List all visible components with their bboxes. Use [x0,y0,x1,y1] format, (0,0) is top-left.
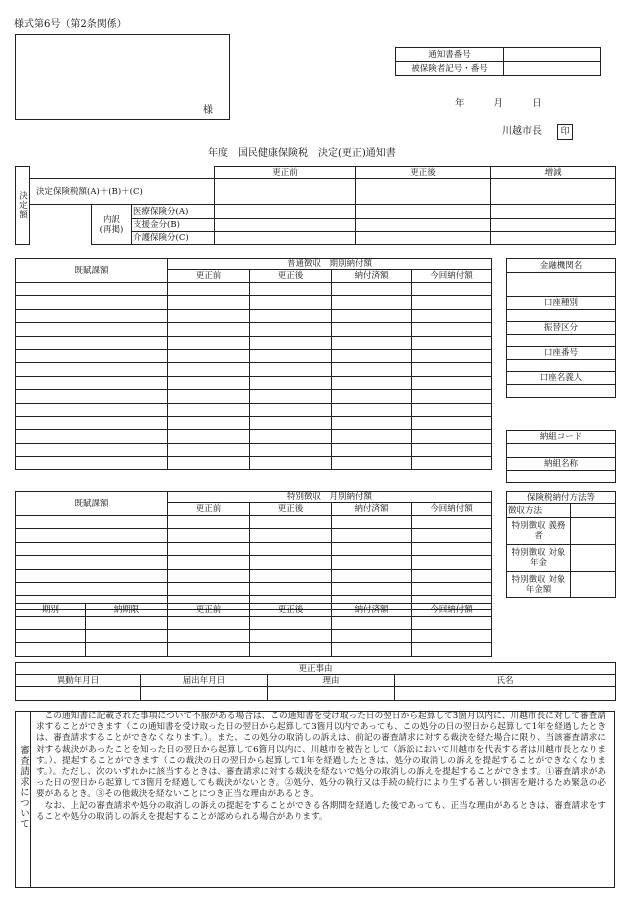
special-col: 更正後 [250,503,332,516]
entry-cell[interactable] [412,542,492,555]
entry-cell[interactable] [412,643,492,656]
ordinary-col: 納付済額 [332,270,412,283]
notice-info-table [395,47,601,76]
special-col: 更正前 [168,503,250,516]
entry-cell[interactable] [250,643,332,656]
entry-cell[interactable] [332,430,412,443]
entry-cell[interactable] [250,376,332,389]
entry-cell[interactable] [412,457,492,470]
entry-cell[interactable] [16,416,168,429]
entry-cell[interactable] [412,403,492,416]
entry-cell[interactable] [332,323,412,336]
period-col: 今回納付額 [412,604,492,617]
entry-cell[interactable] [16,529,168,542]
code-label: 納組名称 [507,458,616,471]
entry-cell[interactable] [332,390,412,403]
ordinary-group-header: 普通徴収 期別納付額 [168,259,492,270]
entry-cell[interactable] [168,309,250,322]
period-col: 納期限 [86,604,168,617]
address-box [15,34,230,120]
decision-header: 増減 [491,167,616,179]
entry-cell[interactable] [332,643,412,656]
entry-cell[interactable] [16,457,168,470]
entry-cell[interactable] [168,296,250,309]
entry-cell[interactable] [250,283,332,296]
entry-cell[interactable] [168,363,250,376]
special-collection-table [15,491,492,610]
entry-cell[interactable] [250,363,332,376]
entry-cell[interactable] [168,430,250,443]
period-table [15,603,492,657]
entry-cell[interactable] [168,336,250,349]
entry-cell[interactable] [332,296,412,309]
entry-cell[interactable] [412,630,492,643]
bank-label: 口座種別 [507,297,616,310]
entry-cell[interactable] [412,617,492,630]
entry-cell[interactable] [332,516,412,529]
entry-cell[interactable] [332,457,412,470]
entry-cell[interactable] [168,416,250,429]
entry-cell[interactable] [412,296,492,309]
entry-cell[interactable] [250,416,332,429]
entry-cell[interactable] [16,309,168,322]
entry-cell[interactable] [16,296,168,309]
entry-cell[interactable] [412,363,492,376]
sama-label: 様 [203,105,213,116]
entry-cell[interactable] [250,516,332,529]
entry-cell[interactable] [250,403,332,416]
ordinary-col: 更正前 [168,270,250,283]
entry-cell[interactable] [412,443,492,456]
method-row: 徴収方法 [507,504,571,518]
decision-side-label: 決定額 [16,167,30,245]
entry-cell[interactable] [412,556,492,569]
entry-cell[interactable] [168,542,250,555]
entry-cell[interactable] [250,582,332,595]
entry-cell[interactable] [16,363,168,376]
entry-cell[interactable] [250,323,332,336]
entry-cell[interactable] [16,430,168,443]
period-col: 更正後 [250,604,332,617]
entry-cell[interactable] [250,630,332,643]
entry-cell[interactable] [332,283,412,296]
entry-cell[interactable] [332,529,412,542]
entry-cell[interactable] [168,323,250,336]
bank-label: 口座番号 [507,347,616,360]
notice-no-label: 通知書番号 [396,48,504,62]
entry-cell[interactable] [168,283,250,296]
entry-cell[interactable] [168,630,250,643]
reason-table [15,662,616,701]
entry-cell[interactable] [16,569,168,582]
bank-label: 振替区分 [507,322,616,335]
insured-no-value[interactable] [504,62,601,76]
entry-cell[interactable] [250,529,332,542]
entry-cell[interactable] [16,516,168,529]
entry-cell[interactable] [412,529,492,542]
entry-cell[interactable] [332,416,412,429]
entry-cell[interactable] [168,376,250,389]
entry-cell[interactable] [168,569,250,582]
entry-cell[interactable] [250,569,332,582]
official-seal: 印 [557,124,573,140]
entry-cell[interactable] [86,617,168,630]
entry-cell[interactable] [412,390,492,403]
entry-cell[interactable] [412,309,492,322]
date-year: 年 [455,98,465,109]
date-line [455,95,542,109]
reason-col: 氏名 [395,675,616,687]
entry-cell[interactable] [86,643,168,656]
entry-cell[interactable] [16,617,86,630]
period-col: 期別 [16,604,86,617]
entry-cell[interactable] [250,336,332,349]
bank-info-table [506,258,616,398]
appeal-side-label: 審査請求について [18,745,29,829]
entry-cell[interactable] [412,569,492,582]
entry-cell[interactable] [16,443,168,456]
insured-no-label: 被保険者記号・番号 [396,62,504,76]
entry-cell[interactable] [250,556,332,569]
bank-label: 口座名義人 [507,372,616,385]
period-col: 更正前 [168,604,250,617]
entry-cell[interactable] [332,617,412,630]
page-title: 年度 国民健康保険税 決定(更正)通知書 [208,148,396,159]
entry-cell[interactable] [250,542,332,555]
entry-cell[interactable] [16,542,168,555]
method-row: 特別徴収 対象年金額 [507,572,571,598]
ordinary-collection-table [15,258,492,470]
entry-cell[interactable] [16,336,168,349]
entry-cell[interactable] [332,363,412,376]
entry-cell[interactable] [250,296,332,309]
entry-cell[interactable] [250,309,332,322]
entry-cell[interactable] [168,390,250,403]
reason-col: 届出年月日 [141,675,268,687]
issuer [502,122,573,140]
breakdown-label: 内訳 (再掲) [92,205,132,245]
entry-cell[interactable] [332,376,412,389]
entry-cell[interactable] [250,430,332,443]
payment-method-table [506,491,616,598]
entry-cell[interactable] [332,569,412,582]
entry-cell[interactable] [250,349,332,362]
bank-label: 金融機関名 [507,259,616,273]
reason-col: 理由 [268,675,395,687]
decision-header: 更正前 [215,167,356,179]
entry-cell[interactable] [332,403,412,416]
entry-cell[interactable] [332,309,412,322]
entry-cell[interactable] [332,582,412,595]
entry-cell[interactable] [168,457,250,470]
appeal-paragraph-2: なお、上記の審査請求や処分の取消しの訴えの提起をすることができる各期間を経過した後であっても、正当な理由があるときは、審査請求をすることや処分の取消しの訴えを提起することが認められる場合があります。 [36,800,606,822]
bank-code-table [506,430,616,483]
entry-cell[interactable] [168,643,250,656]
entry-cell[interactable] [412,416,492,429]
special-left-header: 既賦課額 [16,492,168,516]
decision-header: 更正後 [356,167,491,179]
entry-cell[interactable] [250,390,332,403]
entry-cell[interactable] [332,630,412,643]
item-care: 介護保険分(C) [132,232,215,245]
item-support: 支援金分(B) [132,219,215,232]
ordinary-col: 今回納付額 [412,270,492,283]
entry-cell[interactable] [412,376,492,389]
entry-cell[interactable] [332,443,412,456]
reason-col: 異動年月日 [16,675,141,687]
entry-cell[interactable] [332,542,412,555]
item-medical: 医療保険分(A) [132,205,215,219]
special-col: 納付済額 [332,503,412,516]
code-label: 納組コード [507,431,616,444]
notice-no-value[interactable] [504,48,601,62]
entry-cell[interactable] [168,443,250,456]
entry-cell[interactable] [16,556,168,569]
method-row: 特別徴収 対象年金 [507,545,571,572]
entry-cell[interactable] [250,617,332,630]
entry-cell[interactable] [16,582,168,595]
entry-cell[interactable] [250,443,332,456]
entry-cell[interactable] [168,617,250,630]
entry-cell[interactable] [168,403,250,416]
entry-cell[interactable] [412,430,492,443]
entry-cell[interactable] [16,323,168,336]
entry-cell[interactable] [412,516,492,529]
entry-cell[interactable] [332,556,412,569]
entry-cell[interactable] [412,323,492,336]
entry-cell[interactable] [332,336,412,349]
date-month: 月 [493,98,504,109]
ordinary-left-header: 既賦課額 [16,259,168,283]
issuer-name: 川越市長 [502,126,542,137]
entry-cell[interactable] [16,643,86,656]
entry-cell[interactable] [168,582,250,595]
date-day: 日 [532,98,542,109]
entry-cell[interactable] [412,283,492,296]
entry-cell[interactable] [332,349,412,362]
special-group-header: 特別徴収 月別納付額 [168,492,492,503]
entry-cell[interactable] [16,376,168,389]
entry-cell[interactable] [16,390,168,403]
appeal-notice-text [36,711,606,823]
special-col: 今回納付額 [412,503,492,516]
entry-cell[interactable] [168,516,250,529]
method-header: 保険税納付方法等 [507,492,616,504]
entry-cell[interactable] [168,556,250,569]
decision-table [15,166,616,245]
entry-cell[interactable] [16,630,86,643]
entry-cell[interactable] [412,582,492,595]
period-col: 納付済額 [332,604,412,617]
reason-header: 更正事由 [16,663,616,675]
form-number: 様式第6号（第2条関係） [14,19,127,30]
entry-cell[interactable] [168,349,250,362]
appeal-paragraph-1: この通知書に記載された事項について不服がある場合は、この通知書を受け取った日の翌日から起算して3箇月以内に、川越市長に対して審査請求することができます（この通知書を受け取った日の翌日から起算して3箇月以内であっても、この処分の日の翌日から起算して1年を経過したときは、審査請求することができなくなります。）。また、この処分の取消しの訴えは、前記の審査請求に対する裁決を経た場合に限り、当該審査請求に対する裁決があったことを知った日の翌日から起算して6箇月以内に、川越市を被告として（訴訟において川越市を代表する者は川越市長となります。）、提起することができます（この裁決の日の翌日から起算して1年を経過したときは、処分の取消しの訴えを提起することができなくなります。）。ただし、次のいずれかに該当するときは、審査請求に対する裁決を経ないで処分の取消しの訴えを提起することができます。①審査請求があった日の翌日から起算して3箇月を経過しても裁決がないとき。②処分、処分の執行又は手続の続行により生ずる著しい損害を避けるため緊急の必要があるとき。③その他裁決を経ないことにつき正当な理由があるとき。 [36,711,606,800]
entry-cell[interactable] [16,283,168,296]
entry-cell[interactable] [16,403,168,416]
entry-cell[interactable] [412,336,492,349]
entry-cell[interactable] [16,349,168,362]
method-row: 特別徴収 義務者 [507,518,571,545]
entry-cell[interactable] [250,457,332,470]
ordinary-col: 更正後 [250,270,332,283]
entry-cell[interactable] [86,630,168,643]
entry-cell[interactable] [412,349,492,362]
entry-cell[interactable] [168,529,250,542]
total-label: 決定保険税額(A)＋(B)＋(C) [30,179,215,205]
